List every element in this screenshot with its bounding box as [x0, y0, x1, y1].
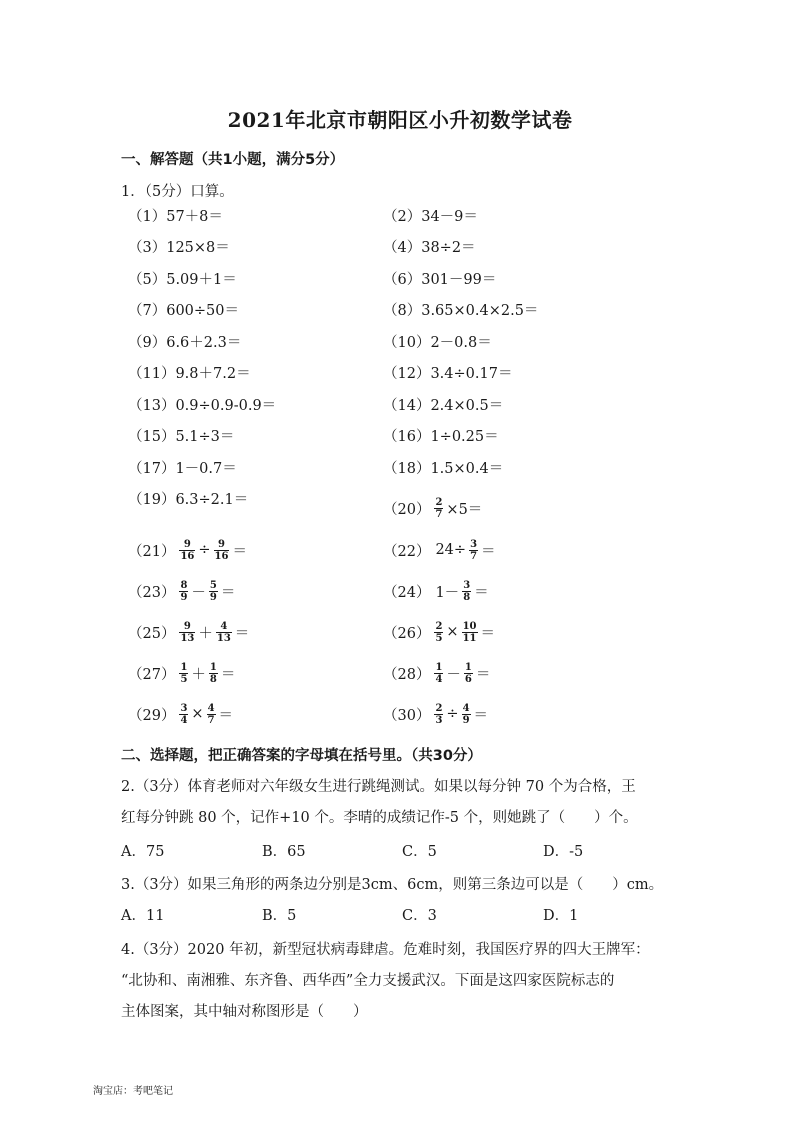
fraction-numerator: 9 — [183, 538, 191, 550]
fraction — [179, 539, 195, 562]
operator-text: ×5＝ — [446, 501, 483, 518]
question-1-stem: 1．（5分）口算。 — [121, 184, 234, 200]
operator-text: ＝ — [218, 707, 234, 724]
operator-text: ÷ — [198, 542, 211, 558]
question-4-line-3: 主体图案，其中轴对称图形是（ ） — [121, 1004, 368, 1020]
fraction-denominator: 16 — [180, 550, 195, 562]
fraction-denominator: 5 — [435, 632, 443, 644]
item-number: （22） — [383, 543, 431, 560]
fraction-numerator: 2 — [435, 702, 443, 714]
item-number: （27） — [128, 666, 176, 683]
operator-text: ＝ — [473, 707, 489, 724]
fraction-denominator: 4 — [180, 714, 188, 726]
operator-text: ÷ — [446, 706, 459, 722]
fraction-denominator: 4 — [435, 673, 443, 685]
operator-text: ＝ — [475, 666, 491, 683]
operator-text: ＝ — [474, 584, 489, 601]
operator-text: 1－ — [435, 584, 460, 601]
fraction-arithmetic-item — [383, 535, 498, 565]
item-number: （24） — [383, 584, 431, 601]
question-3-option-c: C．3 — [402, 908, 437, 924]
fraction-denominator: 5 — [180, 673, 188, 685]
arithmetic-item: （18）1.5×0.4＝ — [383, 460, 504, 477]
fraction-numerator: 4 — [207, 702, 215, 714]
fraction — [207, 703, 216, 726]
section-1-heading: 一、解答题（共1小题，满分5分） — [121, 152, 345, 168]
arithmetic-item: （13）0.9÷0.9-0.9＝ — [128, 397, 277, 414]
fraction-numerator: 8 — [180, 579, 188, 591]
question-4-line-2: “北协和、南湘雅、东齐鲁、西华西”全力支援武汉。下面是这四家医院标志的 — [121, 973, 615, 989]
fraction-numerator: 2 — [435, 496, 443, 508]
fraction-numerator: 3 — [470, 538, 478, 550]
fraction-arithmetic-item — [383, 699, 490, 729]
question-2-option-b: B．65 — [262, 844, 306, 860]
operator-text: ＝ — [480, 625, 495, 642]
operator-text: ＝ — [220, 666, 236, 683]
fraction — [462, 621, 478, 644]
fraction — [434, 621, 443, 644]
fraction-arithmetic-item — [128, 576, 237, 606]
fraction — [434, 662, 443, 685]
fraction — [209, 580, 218, 603]
fraction-denominator: 7 — [435, 508, 443, 520]
operator-text: ＝ — [220, 584, 236, 601]
item-number: （21） — [128, 543, 176, 560]
fraction-denominator: 16 — [214, 550, 229, 562]
operator-text: ＋ — [191, 666, 206, 683]
fraction — [434, 497, 443, 520]
fraction-denominator: 13 — [180, 632, 195, 644]
arithmetic-item: （19）6.3÷2.1＝ — [128, 492, 249, 508]
operator-text: ＋ — [198, 625, 213, 642]
question-2-option-a: A．75 — [121, 844, 165, 860]
item-number: （23） — [128, 584, 176, 601]
fraction-denominator: 3 — [435, 714, 443, 726]
fraction — [209, 662, 218, 685]
arithmetic-item: （4）38÷2＝ — [383, 240, 476, 256]
arithmetic-item: （3）125×8＝ — [128, 240, 230, 256]
fraction — [462, 580, 471, 603]
fraction-denominator: 8 — [463, 591, 471, 603]
arithmetic-item: （11）9.8＋7.2＝ — [128, 366, 251, 382]
question-3-option-a: A．11 — [121, 908, 165, 924]
item-number: （26） — [383, 625, 431, 642]
arithmetic-item: （5）5.09＋1＝ — [128, 271, 237, 288]
fraction-denominator: 11 — [462, 632, 477, 644]
fraction — [464, 662, 473, 685]
arithmetic-item: （8）3.65×0.4×2.5＝ — [383, 303, 539, 319]
fraction-numerator: 2 — [435, 620, 443, 632]
fraction-numerator: 4 — [462, 702, 470, 714]
question-4-line-1: 4.（3分）2020 年初，新型冠状病毒肆虐。危难时刻，我国医疗界的四大王牌军： — [121, 942, 650, 958]
fraction — [434, 703, 443, 726]
question-2-line-2: 红每分钟跳 80 个，记作+10 个。李晴的成绩记作-5 个，则她跳了（ ）个。 — [121, 810, 638, 826]
fraction-arithmetic-item — [128, 617, 251, 647]
fraction-denominator: 9 — [462, 714, 470, 726]
arithmetic-item: （17）1－0.7＝ — [128, 460, 237, 477]
fraction-numerator: 3 — [180, 702, 188, 714]
fraction — [462, 703, 471, 726]
operator-text: ＝ — [481, 543, 496, 560]
arithmetic-item: （15）5.1÷3＝ — [128, 429, 235, 445]
fraction-numerator: 4 — [220, 620, 228, 632]
fraction-numerator: 5 — [209, 579, 217, 591]
fraction — [179, 703, 188, 726]
operator-text: 24÷ — [435, 542, 467, 558]
operator-text: ＝ — [232, 543, 247, 560]
item-number: （25） — [128, 625, 176, 642]
fraction-numerator: 9 — [183, 620, 191, 632]
fraction-numerator: 1 — [464, 661, 472, 673]
fraction-denominator: 13 — [216, 632, 231, 644]
operator-text: × — [191, 706, 204, 722]
arithmetic-item: （2）34－9＝ — [383, 208, 478, 225]
item-number: （28） — [383, 666, 431, 683]
fraction-arithmetic-item — [128, 699, 235, 729]
item-number: （29） — [128, 707, 176, 724]
arithmetic-item: （9）6.6＋2.3＝ — [128, 334, 242, 351]
section-2-heading: 二、选择题，把正确答案的字母填在括号里。（共30分） — [121, 748, 482, 764]
fraction-numerator: 3 — [463, 579, 471, 591]
arithmetic-item: （16）1÷0.25＝ — [383, 429, 499, 445]
operator-text: － — [191, 584, 206, 601]
fraction-numerator: 1 — [209, 661, 217, 673]
fraction-denominator: 9 — [209, 591, 217, 603]
page-title: 2021年北京市朝阳区小升初数学试卷 — [227, 108, 573, 132]
fraction — [214, 539, 230, 562]
fraction-arithmetic-item — [383, 576, 491, 606]
arithmetic-item: （7）600÷50＝ — [128, 303, 240, 319]
fraction — [179, 621, 195, 644]
fraction — [469, 539, 478, 562]
fraction-numerator: 1 — [435, 661, 443, 673]
fraction-numerator: 1 — [180, 661, 188, 673]
arithmetic-item: （14）2.4×0.5＝ — [383, 397, 504, 414]
fraction-denominator: 7 — [207, 714, 215, 726]
fraction-arithmetic-item — [383, 493, 484, 523]
question-2-option-c: C．5 — [402, 844, 437, 860]
question-3-line-1: 3.（3分）如果三角形的两条边分别是3cm、6cm，则第三条边可以是（ ）cm。 — [121, 877, 664, 893]
fraction-arithmetic-item — [128, 658, 237, 688]
arithmetic-item: （1）57＋8＝ — [128, 208, 223, 225]
fraction-denominator: 6 — [464, 673, 472, 685]
item-number: （20） — [383, 501, 431, 518]
arithmetic-item: （6）301－99＝ — [383, 271, 497, 288]
operator-text: × — [446, 624, 459, 640]
fraction — [216, 621, 232, 644]
operator-text: － — [446, 666, 461, 683]
question-2-option-d: D．-5 — [543, 844, 584, 860]
question-2-line-1: 2.（3分）体育老师对六年级女生进行跳绳测试。如果以每分钟 70 个为合格，王 — [121, 779, 636, 795]
footer-shop-label: 淘宝店：考吧笔记 — [93, 1086, 173, 1097]
fraction — [179, 580, 188, 603]
fraction-arithmetic-item — [383, 617, 497, 647]
fraction-denominator: 9 — [180, 591, 188, 603]
arithmetic-item: （12）3.4÷0.17＝ — [383, 366, 513, 382]
fraction-arithmetic-item — [128, 535, 249, 565]
question-3-option-b: B．5 — [262, 908, 297, 924]
item-number: （30） — [383, 707, 431, 724]
fraction-numerator: 10 — [462, 620, 477, 632]
fraction-arithmetic-item — [383, 658, 492, 688]
question-3-option-d: D．1 — [543, 908, 579, 924]
fraction-denominator: 7 — [470, 550, 478, 562]
arithmetic-item: （10）2－0.8＝ — [383, 334, 492, 351]
fraction-numerator: 9 — [218, 538, 225, 550]
fraction — [179, 662, 188, 685]
fraction-denominator: 8 — [209, 673, 217, 685]
operator-text: ＝ — [234, 625, 250, 642]
